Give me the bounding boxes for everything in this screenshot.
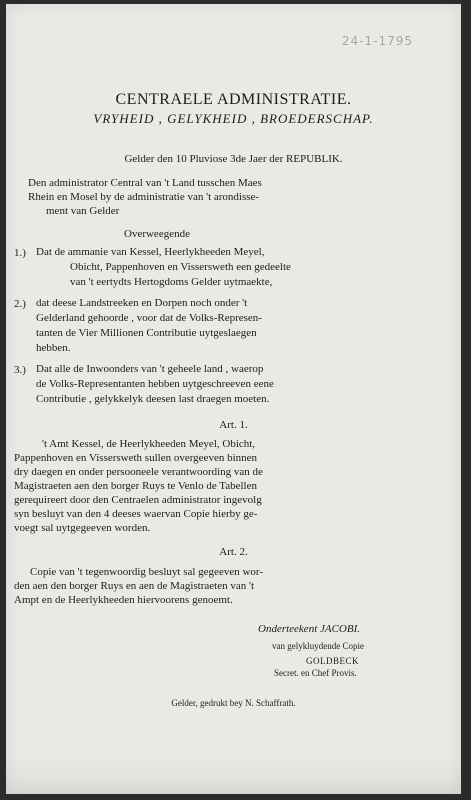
consideration-line: hebben. — [36, 342, 71, 354]
article-2-line: Copie van 't tegenwoordig besluyt sal gegeeven wor- — [30, 566, 264, 578]
document-page — [6, 4, 461, 794]
consideration-line: Obicht, Pappenhoven en Vissersweth een gedeelte — [70, 261, 291, 273]
article-1-line: dry daegen en onder persooneele verantwoording van de — [14, 466, 263, 478]
secretary-office: Secret. en Chef Provis. — [274, 668, 357, 678]
consideration-line: de Volks-Representanten hebben uytgeschreeven eene — [36, 378, 274, 390]
article-2-line: den aen den borger Ruys en aen de Magistraeten van 't — [14, 580, 255, 592]
consideration-number: 3.) — [14, 364, 26, 376]
consideration-number: 1.) — [14, 247, 26, 259]
consideration-line: tanten de Vier Millionen Contributie uytgeslaegen — [36, 327, 257, 339]
article-1-line: gerequireert door den Centraelen administrator ingevolg — [14, 494, 262, 506]
signature-line: Onderteekent JACOBI. — [258, 623, 361, 635]
consideration-line: van 't eertydts Hertogdoms Gelder uytmaekte, — [70, 276, 273, 288]
article-1-line: 't Amt Kessel, de Heerlykheeden Meyel, Obicht, — [42, 438, 256, 450]
consideration-line: Contributie , gelykkelyk deesen last draegen moeten. — [36, 393, 270, 405]
article-2-line: Ampt en de Heerlykheeden hiervoorens genoemt. — [14, 594, 233, 606]
preamble-line: Rhein en Mosel by de administratie van 't arondisse- — [28, 191, 260, 203]
handwritten-date: 24-1-1795 — [341, 34, 413, 48]
article-1-line: Magistraeten aen den borger Ruys te Venlo de Tabellen — [14, 480, 257, 492]
overweegende-heading: Overweegende — [124, 228, 190, 240]
preamble-line: Den administrator Central van 't Land tusschen Maes — [28, 177, 262, 189]
motto: VRYHEID , GELYKHEID , BROEDERSCHAP. — [93, 111, 374, 126]
copy-note: van gelykluydende Copie — [272, 641, 364, 651]
article-1-line: syn besluyt van den 4 deeses waervan Copie hierby ge- — [14, 508, 258, 520]
consideration-number: 2.) — [14, 298, 26, 310]
article-2-heading: Art. 2. — [219, 546, 248, 558]
article-1-heading: Art. 1. — [219, 419, 248, 431]
consideration-line: Dat alle de Inwoonders van 't geheele land , waerop — [36, 363, 264, 375]
preamble-line: ment van Gelder — [46, 205, 120, 217]
article-1-line: Pappenhoven en Vissersweth sullen overgeeven binnen — [14, 452, 258, 464]
dateline: Gelder den 10 Pluviose 3de Jaer der REPUBLIK. — [124, 153, 343, 165]
article-1-line: voegt sal uytgegeeven worden. — [14, 522, 151, 534]
consideration-line: Gelderland gehoorde , voor dat de Volks-Represen- — [36, 312, 262, 324]
consideration-line: dat deese Landstreeken en Dorpen noch onder 't — [36, 297, 248, 309]
secretary-name: GOLDBECK — [306, 656, 359, 666]
document-title: CENTRAELE ADMINISTRATIE. — [115, 91, 352, 108]
consideration-line: Dat de ammanie van Kessel, Heerlykheeden Meyel, — [36, 246, 265, 258]
imprint: Gelder, gedrukt bey N. Schaffrath. — [171, 698, 296, 708]
